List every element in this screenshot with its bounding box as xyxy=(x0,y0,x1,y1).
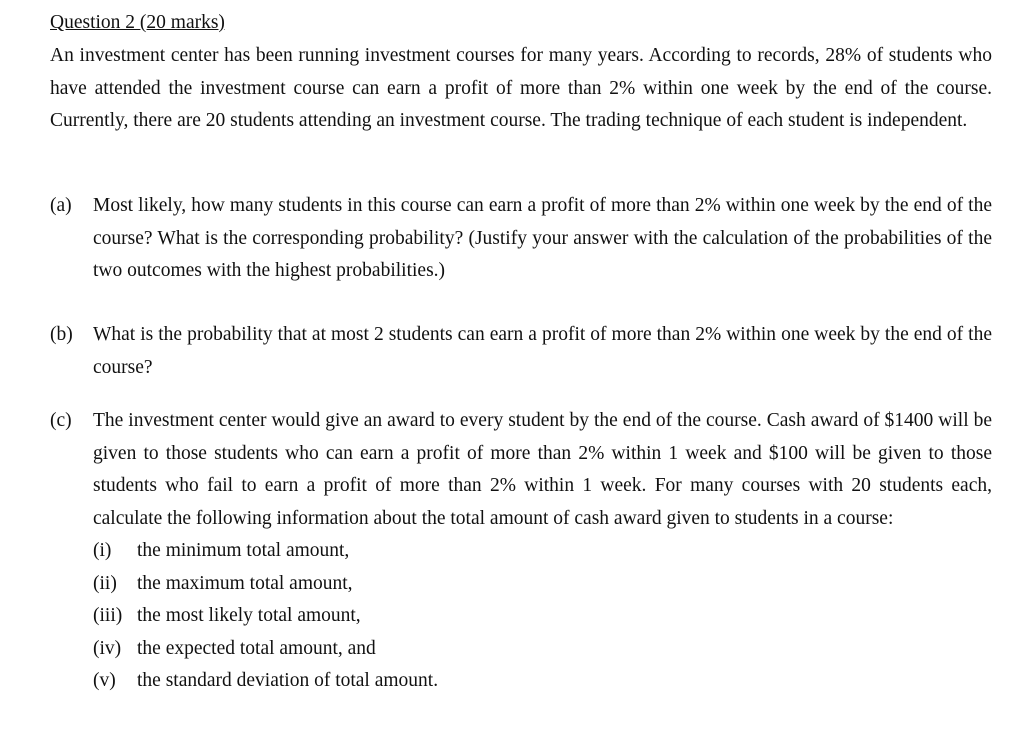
part-b-text: What is the probability that at most 2 students can earn a profit of more than 2% within one week by the end of the course? xyxy=(93,324,992,378)
subquestion-number: (iv) xyxy=(93,637,122,659)
part-c-subquestions xyxy=(93,535,992,697)
part-b-label: (b) xyxy=(50,324,73,345)
question-intro: An investment center has been running investment courses for many years. According to records, 28% of students who have attended the investment course can earn a profit of more than 2% within one week by the end of the course. Currently, there are 20 students attending an investment course. The trading technique of each student is independent. xyxy=(50,45,992,132)
part-a-text: Most likely, how many students in this course can earn a profit of more than 2% within one week by the end of the course? What is the corresponding probability? (Justify your answer with the calculation of the probabilities of the two outcomes with the highest probabilities.) xyxy=(93,195,992,282)
subquestion-text: the expected total amount, and xyxy=(137,637,376,659)
subquestion-iii xyxy=(93,600,992,632)
subquestion-v xyxy=(93,665,992,697)
subquestion-number: (ii) xyxy=(93,572,117,594)
subquestion-text: the minimum total amount, xyxy=(137,540,350,562)
subquestion-number: (v) xyxy=(93,670,116,691)
part-c-label: (c) xyxy=(50,410,72,431)
part-b xyxy=(50,319,992,384)
subquestion-number: (iii) xyxy=(93,605,123,627)
subquestion-text: the most likely total amount, xyxy=(137,605,361,627)
subquestion-number: (i) xyxy=(93,540,112,562)
subquestion-iv xyxy=(93,633,992,665)
part-a-label: (a) xyxy=(50,195,72,216)
subquestion-text: the maximum total amount, xyxy=(137,572,353,594)
subquestion-i xyxy=(93,535,992,567)
question-title: Question 2 (20 marks) xyxy=(50,12,225,33)
part-c xyxy=(50,405,992,697)
subquestion-ii xyxy=(93,568,992,600)
part-c-text: The investment center would give an award to every student by the end of the course. Cash award of $1400 will be given to those students who can earn a profit of more than 2% within 1 week and $100 will be given to those students who fail to earn a profit of more than 2% within 1 week. For many courses with 20 students each, calculate the following information about the total amount of cash award given to students in a course: xyxy=(93,410,992,529)
part-a xyxy=(50,190,992,288)
subquestion-text: the standard deviation of total amount. xyxy=(137,670,439,691)
